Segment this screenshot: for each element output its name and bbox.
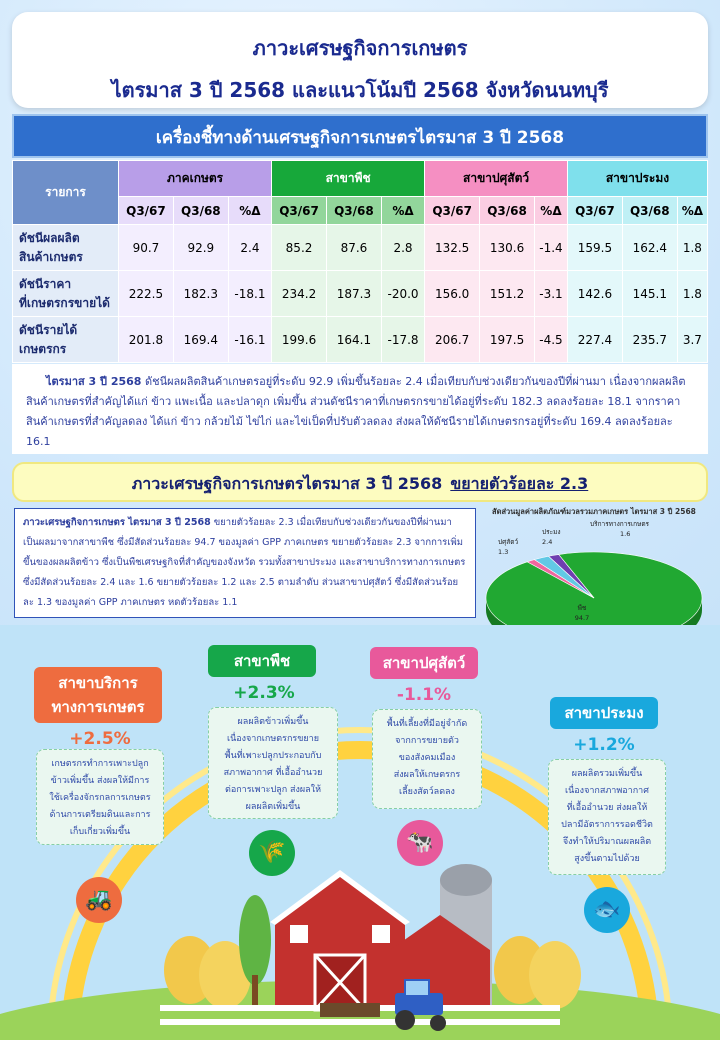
sector-services-change: +2.5% (69, 729, 131, 749)
note-line: ปลามีอัตราการรอดชีวิต (561, 820, 653, 830)
economy-summary-text: ขยายตัวร้อยละ 2.3 เมื่อเทียบกับช่วงเดียวกันของปีที่ผ่านมา เป็นผลมาจากสาขาพืช ซึ่งมีสัดส่วนร้อยละ 94.7 ของมูลค่า GPP ภาคเกษตร ขยายตัวร้อยละ 2.3 จากการเพิ่มขึ้นของผลผลิตข้าว ซึ่งเป็นพืชเศรษฐกิจที่สำคัญของจังหวัด รวมทั้งสาขาประมง และสาขาบริการทางการเกษตร ซึ่งมีสัดส่วนร้อยละ 2.4 และ 1.6 ขยายตัวร้อยละ 1.2 และ 2.5 ตามลำดับ ส่วนสาขาปศุสัตว์ ซึ่งมีสัดส่วนร้อยละ 1.3 ของมูลค่า GPP ภาคเกษตร หดตัวร้อยละ 1.1 (23, 517, 466, 608)
note-line: สูงขึ้นตามไปด้วย (574, 854, 640, 864)
table-cell: -1.4 (534, 225, 567, 271)
table-cell: -3.1 (534, 271, 567, 317)
pie-label-name-1: ปศุสัตว์ (498, 538, 519, 546)
table-cell: 151.2 (480, 271, 535, 317)
summary-text: ดัชนีผลผลิตสินค้าเกษตรอยู่ที่ระดับ 92.9 เพิ่มขึ้นร้อยละ 2.4 เมื่อเทียบกับช่วงเดียวกันของปีที่ผ่านมา เนื่องจากผลผลิตสินค้าเกษตรที่สำคัญได้แก่ ข้าว แพะเนื้อ และปลาดุก เพิ่มขึ้น ส่วนดัชนีราคาที่เกษตรกรขายได้อยู่ที่ระดับ 182.3 ลดลงร้อยละ 18.1 จากราคาสินค้าเกษตรที่สำคัญลดลง ได้แก่ ข้าว กล้วยไม้ ไข่ไก่ และไข่เป็ดที่ปรับตัวลดลง ส่งผลให้ดัชนีรายได้เกษตรกรอยู่ที่ระดับ 169.4 ลดลงร้อยละ 16.1 (26, 375, 686, 448)
table-cell: 159.5 (567, 225, 622, 271)
note-line: เก็บเกี่ยวเพิ่มขึ้น (69, 827, 131, 837)
table-cell: 90.7 (119, 225, 174, 271)
sector-livestock-title: สาขาปศุสัตว์ (370, 647, 478, 679)
table-cell: 3.7 (677, 317, 707, 363)
row-label (13, 317, 119, 363)
note-line: ด้านการเตรียมดินและการ (49, 810, 151, 820)
table-cell: 1.8 (677, 225, 707, 271)
economy-summary (14, 508, 476, 618)
table-cell: 2.8 (381, 225, 424, 271)
note-line: เลี้ยงสัตว์ลดลง (399, 787, 455, 797)
sector-crop-change: +2.3% (233, 683, 295, 703)
table-cell: 164.1 (326, 317, 381, 363)
table-cell: 156.0 (425, 271, 480, 317)
table-row (13, 271, 708, 317)
table-cell: 132.5 (425, 225, 480, 271)
sector-livestock-note (372, 709, 482, 809)
pie-label-value-0: 94.7 (574, 614, 590, 622)
note-line: จึงทำให้ปริมาณผลผลิต (562, 837, 652, 847)
table-cell: 130.6 (480, 225, 535, 271)
note-line: ผลผลิตรวมเพิ่มขึ้น (571, 769, 643, 779)
pie-label-name-3: บริการทางการเกษตร (590, 520, 650, 528)
sector-services-title-line1: สาขาบริการ (58, 674, 138, 692)
subheader-0-0: Q3/67 (119, 197, 174, 225)
group-header-livestock: สาขาปศุสัตว์ (425, 161, 568, 197)
subheader-2-1: Q3/68 (480, 197, 535, 225)
row-label-line1: ดัชนีรายได้ (19, 322, 78, 337)
indicators-table (12, 160, 708, 363)
note-line: ส่งผลให้เกษตรกร (393, 770, 461, 780)
table-cell: -4.5 (534, 317, 567, 363)
table-cell: 2.4 (228, 225, 271, 271)
subheader-0-1: Q3/68 (173, 197, 228, 225)
table-cell: 235.7 (622, 317, 677, 363)
subheader-2-2: %Δ (534, 197, 567, 225)
table-cell: 142.6 (567, 271, 622, 317)
note-line: พื้นที่เพาะปลูกประกอบกับ (224, 751, 322, 761)
economy-band-highlight: ขยายตัวร้อยละ 2.3 (450, 474, 589, 493)
table-cell: 201.8 (119, 317, 174, 363)
table-cell: 182.3 (173, 271, 228, 317)
sector-fishery-change: +1.2% (573, 735, 635, 755)
note-line: ข้าวเพิ่มขึ้น ส่งผลให้มีการ (50, 776, 150, 786)
item-header: รายการ (13, 161, 119, 225)
row-label (13, 271, 119, 317)
tractor-icon: 🚜 (76, 877, 122, 923)
row-label-line2: เกษตรกร (19, 341, 67, 356)
indicators-summary (12, 364, 708, 454)
pie-label-name-0: พืช (577, 604, 587, 612)
note-line: พื้นที่เลี้ยงที่มีอยู่จำกัด (386, 719, 468, 729)
note-line: เนื่องจากเกษตรกรขยาย (227, 734, 319, 744)
table-cell: 162.4 (622, 225, 677, 271)
table-cell: 92.9 (173, 225, 228, 271)
fish-icon: 🐟 (584, 887, 630, 933)
table-cell: -18.1 (228, 271, 271, 317)
table-cell: 199.6 (272, 317, 327, 363)
group-header-agri: ภาคเกษตร (119, 161, 272, 197)
subheader-2-0: Q3/67 (425, 197, 480, 225)
table-row (13, 225, 708, 271)
page-title: ภาวะเศรษฐกิจการเกษตร (252, 36, 468, 60)
page-subtitle: ไตรมาส 3 ปี 2568 และแนวโน้มปี 2568 จังหวัดนนทบุรี (111, 78, 609, 102)
table-cell: 1.8 (677, 271, 707, 317)
table-cell: 222.5 (119, 271, 174, 317)
subheader-3-1: Q3/68 (622, 197, 677, 225)
subheader-3-0: Q3/67 (567, 197, 622, 225)
note-line: ที่เอื้ออำนวย ส่งผลให้ (566, 803, 648, 813)
table-cell: -17.8 (381, 317, 424, 363)
pie-label-value-1: 1.3 (498, 548, 509, 556)
rice-icon: 🌾 (249, 830, 295, 876)
economy-band (12, 462, 708, 502)
pie-label-name-2: ประมง (542, 528, 561, 536)
pie-label-value-3: 1.6 (620, 530, 631, 538)
note-line: สภาพอากาศ ที่เอื้ออำนวย (223, 768, 323, 778)
table-cell: 169.4 (173, 317, 228, 363)
pie-title: สัดส่วนมูลค่าผลิตภัณฑ์มวลรวมภาคเกษตร ไตรมาส 3 ปี 2568 (492, 507, 696, 516)
title-card (12, 12, 708, 108)
table-cell: 145.1 (622, 271, 677, 317)
table-cell: 227.4 (567, 317, 622, 363)
subheader-0-2: %Δ (228, 197, 271, 225)
row-label-line1: ดัชนีราคา (19, 276, 72, 291)
table-row (13, 317, 708, 363)
table-cell: 197.5 (480, 317, 535, 363)
note-line: ใช้เครื่องจักรกลการเกษตร (49, 793, 151, 803)
subheader-1-1: Q3/68 (326, 197, 381, 225)
sector-services-title-line2: ทางการเกษตร (51, 698, 145, 716)
row-label (13, 225, 119, 271)
table-cell: -20.0 (381, 271, 424, 317)
row-label-line2: ที่เกษตรกรขายได้ (19, 295, 110, 310)
subheader-3-2: %Δ (677, 197, 707, 225)
sector-fishery-title: สาขาประมง (550, 697, 658, 729)
subheader-1-2: %Δ (381, 197, 424, 225)
row-label-line2: สินค้าเกษตร (19, 249, 83, 264)
sector-services-title (34, 667, 162, 723)
table-cell: 206.7 (425, 317, 480, 363)
sector-livestock-change: -1.1% (396, 685, 452, 705)
sector-services-note (36, 749, 164, 845)
sector-fishery-note (548, 759, 666, 875)
note-line: เกษตรกรทำการเพาะปลูก (51, 759, 149, 769)
indicators-band: เครื่องชี้ทางด้านเศรษฐกิจการเกษตรไตรมาส 3 ปี 2568 (12, 114, 708, 158)
note-line: จากการขยายตัว (395, 736, 459, 746)
note-line: ของสังคมเมือง (398, 753, 456, 763)
subheader-1-0: Q3/67 (272, 197, 327, 225)
economy-band-title: ภาวะเศรษฐกิจการเกษตรไตรมาส 3 ปี 2568 (131, 474, 443, 493)
group-header-crop: สาขาพืช (272, 161, 425, 197)
table-cell: 85.2 (272, 225, 327, 271)
farm-scene (0, 625, 720, 1040)
group-header-fishery: สาขาประมง (567, 161, 707, 197)
summary-lead: ไตรมาส 3 ปี 2568 (46, 375, 142, 388)
table-cell: 187.3 (326, 271, 381, 317)
pie-label-value-2: 2.4 (542, 538, 553, 546)
note-line: ต่อการเพาะปลูก ส่งผลให้ (224, 785, 322, 795)
table-cell: 234.2 (272, 271, 327, 317)
table-cell: -16.1 (228, 317, 271, 363)
table-cell: 87.6 (326, 225, 381, 271)
sector-crop-title: สาขาพืช (208, 645, 316, 677)
note-line: ผลผลิตเพิ่มขึ้น (245, 802, 301, 812)
cow-icon: 🐄 (397, 820, 443, 866)
sector-crop-note (208, 707, 338, 819)
economy-summary-lead: ภาวะเศรษฐกิจการเกษตร ไตรมาส 3 ปี 2568 (23, 517, 211, 528)
note-line: ผลผลิตข้าวเพิ่มขึ้น (237, 717, 309, 727)
note-line: เนื่องจากสภาพอากาศ (565, 786, 649, 796)
row-label-line1: ดัชนีผลผลิต (19, 230, 80, 245)
